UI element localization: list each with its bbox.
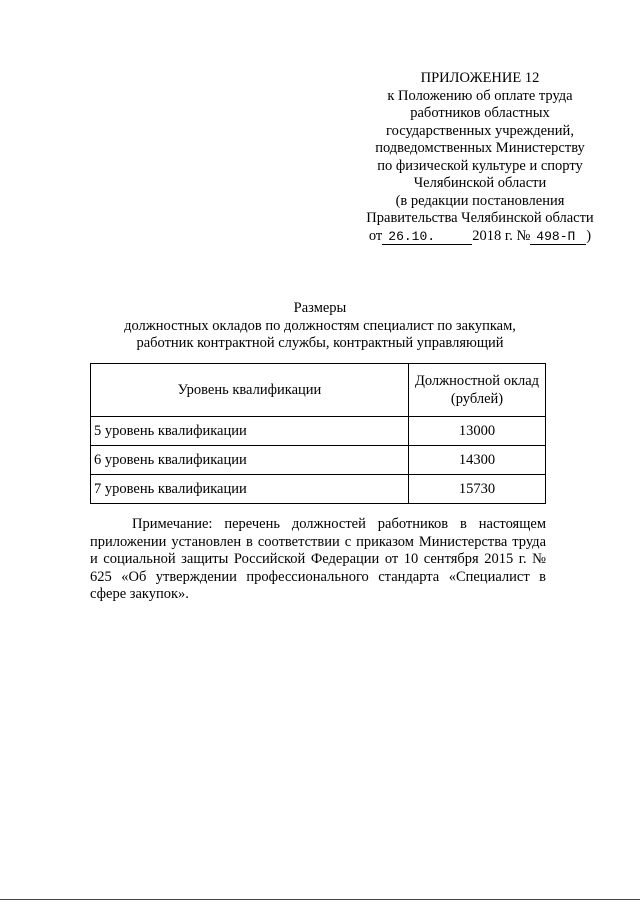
header-line: к Положению об оплате труда bbox=[387, 87, 573, 104]
qualification-level-cell: 6 уровень квалификации bbox=[91, 446, 409, 475]
decree-year: 2018 г. № bbox=[472, 227, 531, 244]
decree-prefix: от bbox=[368, 227, 383, 244]
qualification-level-cell: 7 уровень квалификации bbox=[91, 475, 409, 504]
decree-suffix: ) bbox=[586, 227, 592, 244]
column-header-level: Уровень квалификации bbox=[91, 364, 409, 417]
decree-date-stamp: 26.10. bbox=[382, 229, 472, 245]
appendix-header bbox=[330, 70, 630, 245]
title-line: должностных окладов по должностям специалист по закупкам, bbox=[124, 317, 516, 334]
header-line: государственных учреждений, bbox=[386, 122, 574, 139]
column-header-salary-line1: Должностной оклад bbox=[414, 373, 540, 389]
header-line: (в редакции постановления bbox=[395, 192, 565, 209]
salary-table bbox=[90, 363, 546, 504]
table-row bbox=[91, 417, 546, 446]
page-bottom-edge bbox=[0, 899, 640, 900]
column-header-salary-line2: (рублей) bbox=[450, 391, 504, 407]
qualification-level-cell: 5 уровень квалификации bbox=[91, 417, 409, 446]
title-line: работник контрактной службы, контрактный управляющий bbox=[136, 335, 504, 351]
table-row bbox=[91, 475, 546, 504]
decree-line bbox=[330, 228, 630, 246]
note-paragraph: Примечание: перечень должностей работников в настоящем приложении установлен в соответствии с приказом Министерства труда и социальной защиты Российской Федерации от 10 сентября 2015 г. № 625 «Об утверждении профессионального стандарта «Специалист в сфере закупок». bbox=[90, 516, 546, 602]
header-line: Челябинской области bbox=[413, 175, 547, 191]
header-line: Правительства Челябинской области bbox=[366, 210, 594, 226]
decree-number-stamp: 498-П bbox=[530, 229, 586, 245]
table-row bbox=[91, 446, 546, 475]
header-line: работников областных bbox=[410, 105, 550, 121]
appendix-title: ПРИЛОЖЕНИЕ 12 bbox=[420, 70, 540, 86]
header-line: по физической культуре и спорту bbox=[377, 157, 583, 174]
column-header-salary bbox=[409, 364, 546, 417]
document-title bbox=[80, 300, 560, 353]
salary-amount-cell: 14300 bbox=[409, 446, 546, 475]
title-line: Размеры bbox=[293, 300, 347, 316]
salary-amount-cell: 15730 bbox=[409, 475, 546, 504]
table-header-row bbox=[91, 364, 546, 417]
salary-amount-cell: 13000 bbox=[409, 417, 546, 446]
header-line: подведомственных Министерству bbox=[375, 140, 585, 156]
